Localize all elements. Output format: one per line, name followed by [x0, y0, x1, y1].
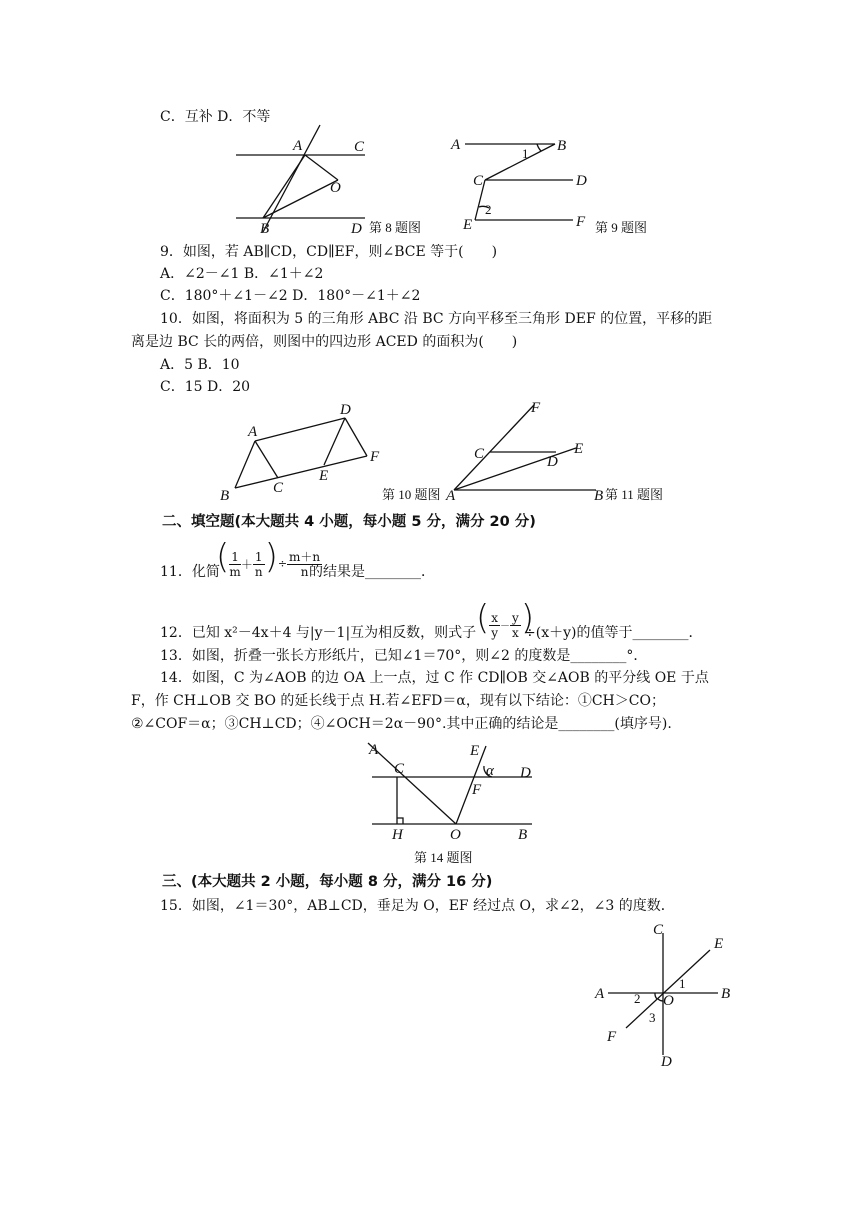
- q9-options-cd: C．180°＋∠1－∠2 D．180°－∠1＋∠2: [160, 288, 421, 304]
- fig11-caption: 第 11 题图: [605, 487, 664, 502]
- fig10-caption: 第 10 题图: [382, 487, 441, 502]
- q10-stem-line1: 10．如图，将面积为 5 的三角形 ABC 沿 BC 方向平移至三角形 DEF 的位置，平移的距: [160, 311, 713, 327]
- fig11-label-f: F: [531, 400, 541, 416]
- fig8-label-b: B: [260, 221, 270, 237]
- fig9-label-b: B: [557, 138, 567, 154]
- section-2-heading: 二、填空题(本大题共 4 小题，每小题 5 分，满分 20 分): [162, 514, 536, 530]
- fig14-caption: 第 14 题图: [414, 850, 473, 865]
- fig14-label-f: F: [472, 782, 482, 798]
- q11-suffix: 的结果是________．: [309, 564, 435, 580]
- q14-line3: ②∠COF＝α；③CH⊥CD；④∠OCH＝2α－90°.其中正确的结论是________(填序号).: [131, 716, 672, 732]
- figure-8: [230, 120, 440, 240]
- fig9-label-c: C: [473, 173, 484, 189]
- fig8-label-d: D: [351, 221, 362, 237]
- fig9-label-f: F: [576, 214, 586, 230]
- fig10-label-d: D: [340, 402, 351, 418]
- fig11-label-b: B: [594, 488, 604, 504]
- fig9-label-a: A: [451, 137, 461, 153]
- fig15-angle-1: 1: [679, 976, 686, 991]
- fig10-label-f: F: [370, 449, 380, 465]
- q9-stem: 9．如图，若 AB∥CD，CD∥EF，则∠BCE 等于( ): [160, 244, 498, 260]
- q9-options-ab: A．∠2－∠1 B．∠1＋∠2: [160, 266, 324, 282]
- fig11-label-c: C: [474, 446, 485, 462]
- fig9-label-d: D: [576, 173, 587, 189]
- fig9-angle-2: 2: [485, 202, 492, 217]
- fig14-alpha: α: [486, 763, 494, 779]
- fig15-label-a: A: [595, 986, 605, 1002]
- figure-10: [215, 398, 390, 506]
- q12-expression: ( $\frac{x}{y}$ － $\frac{y}{x}$ ): [476, 598, 535, 640]
- fig10-label-a: A: [248, 424, 258, 440]
- figure-14: [360, 740, 550, 870]
- fig15-label-e: E: [714, 936, 724, 952]
- q11-expression: ( $\frac{1}{m}$ ＋ $\frac{1}{n}$ )÷ $\frac{m+n}{n}$: [216, 537, 321, 579]
- fig11-label-a: A: [446, 488, 456, 504]
- q11-prefix: 11．化简: [160, 564, 220, 580]
- fig11-label-d: D: [547, 454, 558, 470]
- q12-suffix: ÷(x＋y)的值等于________．: [524, 625, 703, 641]
- q14-line1: 14．如图，C 为∠AOB 的边 OA 上一点，过 C 作 CD∥OB 交∠AOB 的平分线 OE 于点: [160, 670, 709, 686]
- fig15-angle-2: 2: [634, 991, 641, 1006]
- fig9-caption: 第 9 题图: [595, 220, 648, 235]
- q15-stem: 15．如图，∠1＝30°，AB⊥CD，垂足为 O，EF 经过点 O，求∠2，∠3 的度数．: [160, 898, 675, 914]
- fig15-label-o: O: [663, 993, 674, 1009]
- fig15-label-f: F: [607, 1029, 617, 1045]
- fig15-label-d: D: [661, 1054, 672, 1070]
- fig10-label-c: C: [273, 480, 284, 496]
- fig14-label-h: H: [392, 827, 403, 843]
- fig9-angle-1: 1: [522, 146, 529, 161]
- fig8-label-a: A: [293, 138, 303, 154]
- fig15-angle-3: 3: [649, 1010, 656, 1025]
- q12-prefix: 12．已知 x²－4x＋4 与|y－1|互为相反数，则式子: [160, 625, 477, 641]
- fig14-label-o: O: [450, 827, 461, 843]
- fig11-label-e: E: [574, 441, 584, 457]
- fig8-label-c: C: [354, 139, 365, 155]
- fig9-label-e: E: [463, 217, 473, 233]
- q10-options-cd: C．15 D．20: [160, 379, 251, 395]
- fig10-label-e: E: [319, 468, 329, 484]
- fig14-label-c: C: [394, 761, 405, 777]
- figure-11: [376, 396, 676, 506]
- figure-15: [590, 920, 750, 1075]
- fig14-label-e: E: [470, 743, 480, 759]
- fig8-caption: 第 8 题图: [369, 220, 422, 235]
- fig14-label-a: A: [369, 742, 379, 758]
- fig10-label-b: B: [220, 488, 230, 504]
- figure-9: [445, 132, 665, 237]
- q8-options-cd: C．互补 D．不等: [160, 109, 271, 125]
- q10-options-ab: A．5 B．10: [160, 357, 240, 373]
- q13-stem: 13．如图，折叠一张长方形纸片，已知∠1＝70°，则∠2 的度数是________°．: [160, 648, 648, 664]
- section-3-heading: 三、(本大题共 2 小题，每小题 8 分，满分 16 分): [162, 874, 493, 890]
- q10-stem-line2: 离是边 BC 长的两倍，则图中的四边形 ACED 的面积为( ): [131, 334, 518, 350]
- fig14-label-d: D: [520, 765, 531, 781]
- q14-line2: F，作 CH⊥OB 交 BO 的延长线于点 H.若∠EFD＝α，现有以下结论：①CH＞CO；: [131, 693, 665, 709]
- fig8-label-o: O: [330, 180, 341, 196]
- fig15-label-c: C: [653, 922, 664, 938]
- fig14-label-b: B: [518, 827, 528, 843]
- fig15-label-b: B: [721, 986, 731, 1002]
